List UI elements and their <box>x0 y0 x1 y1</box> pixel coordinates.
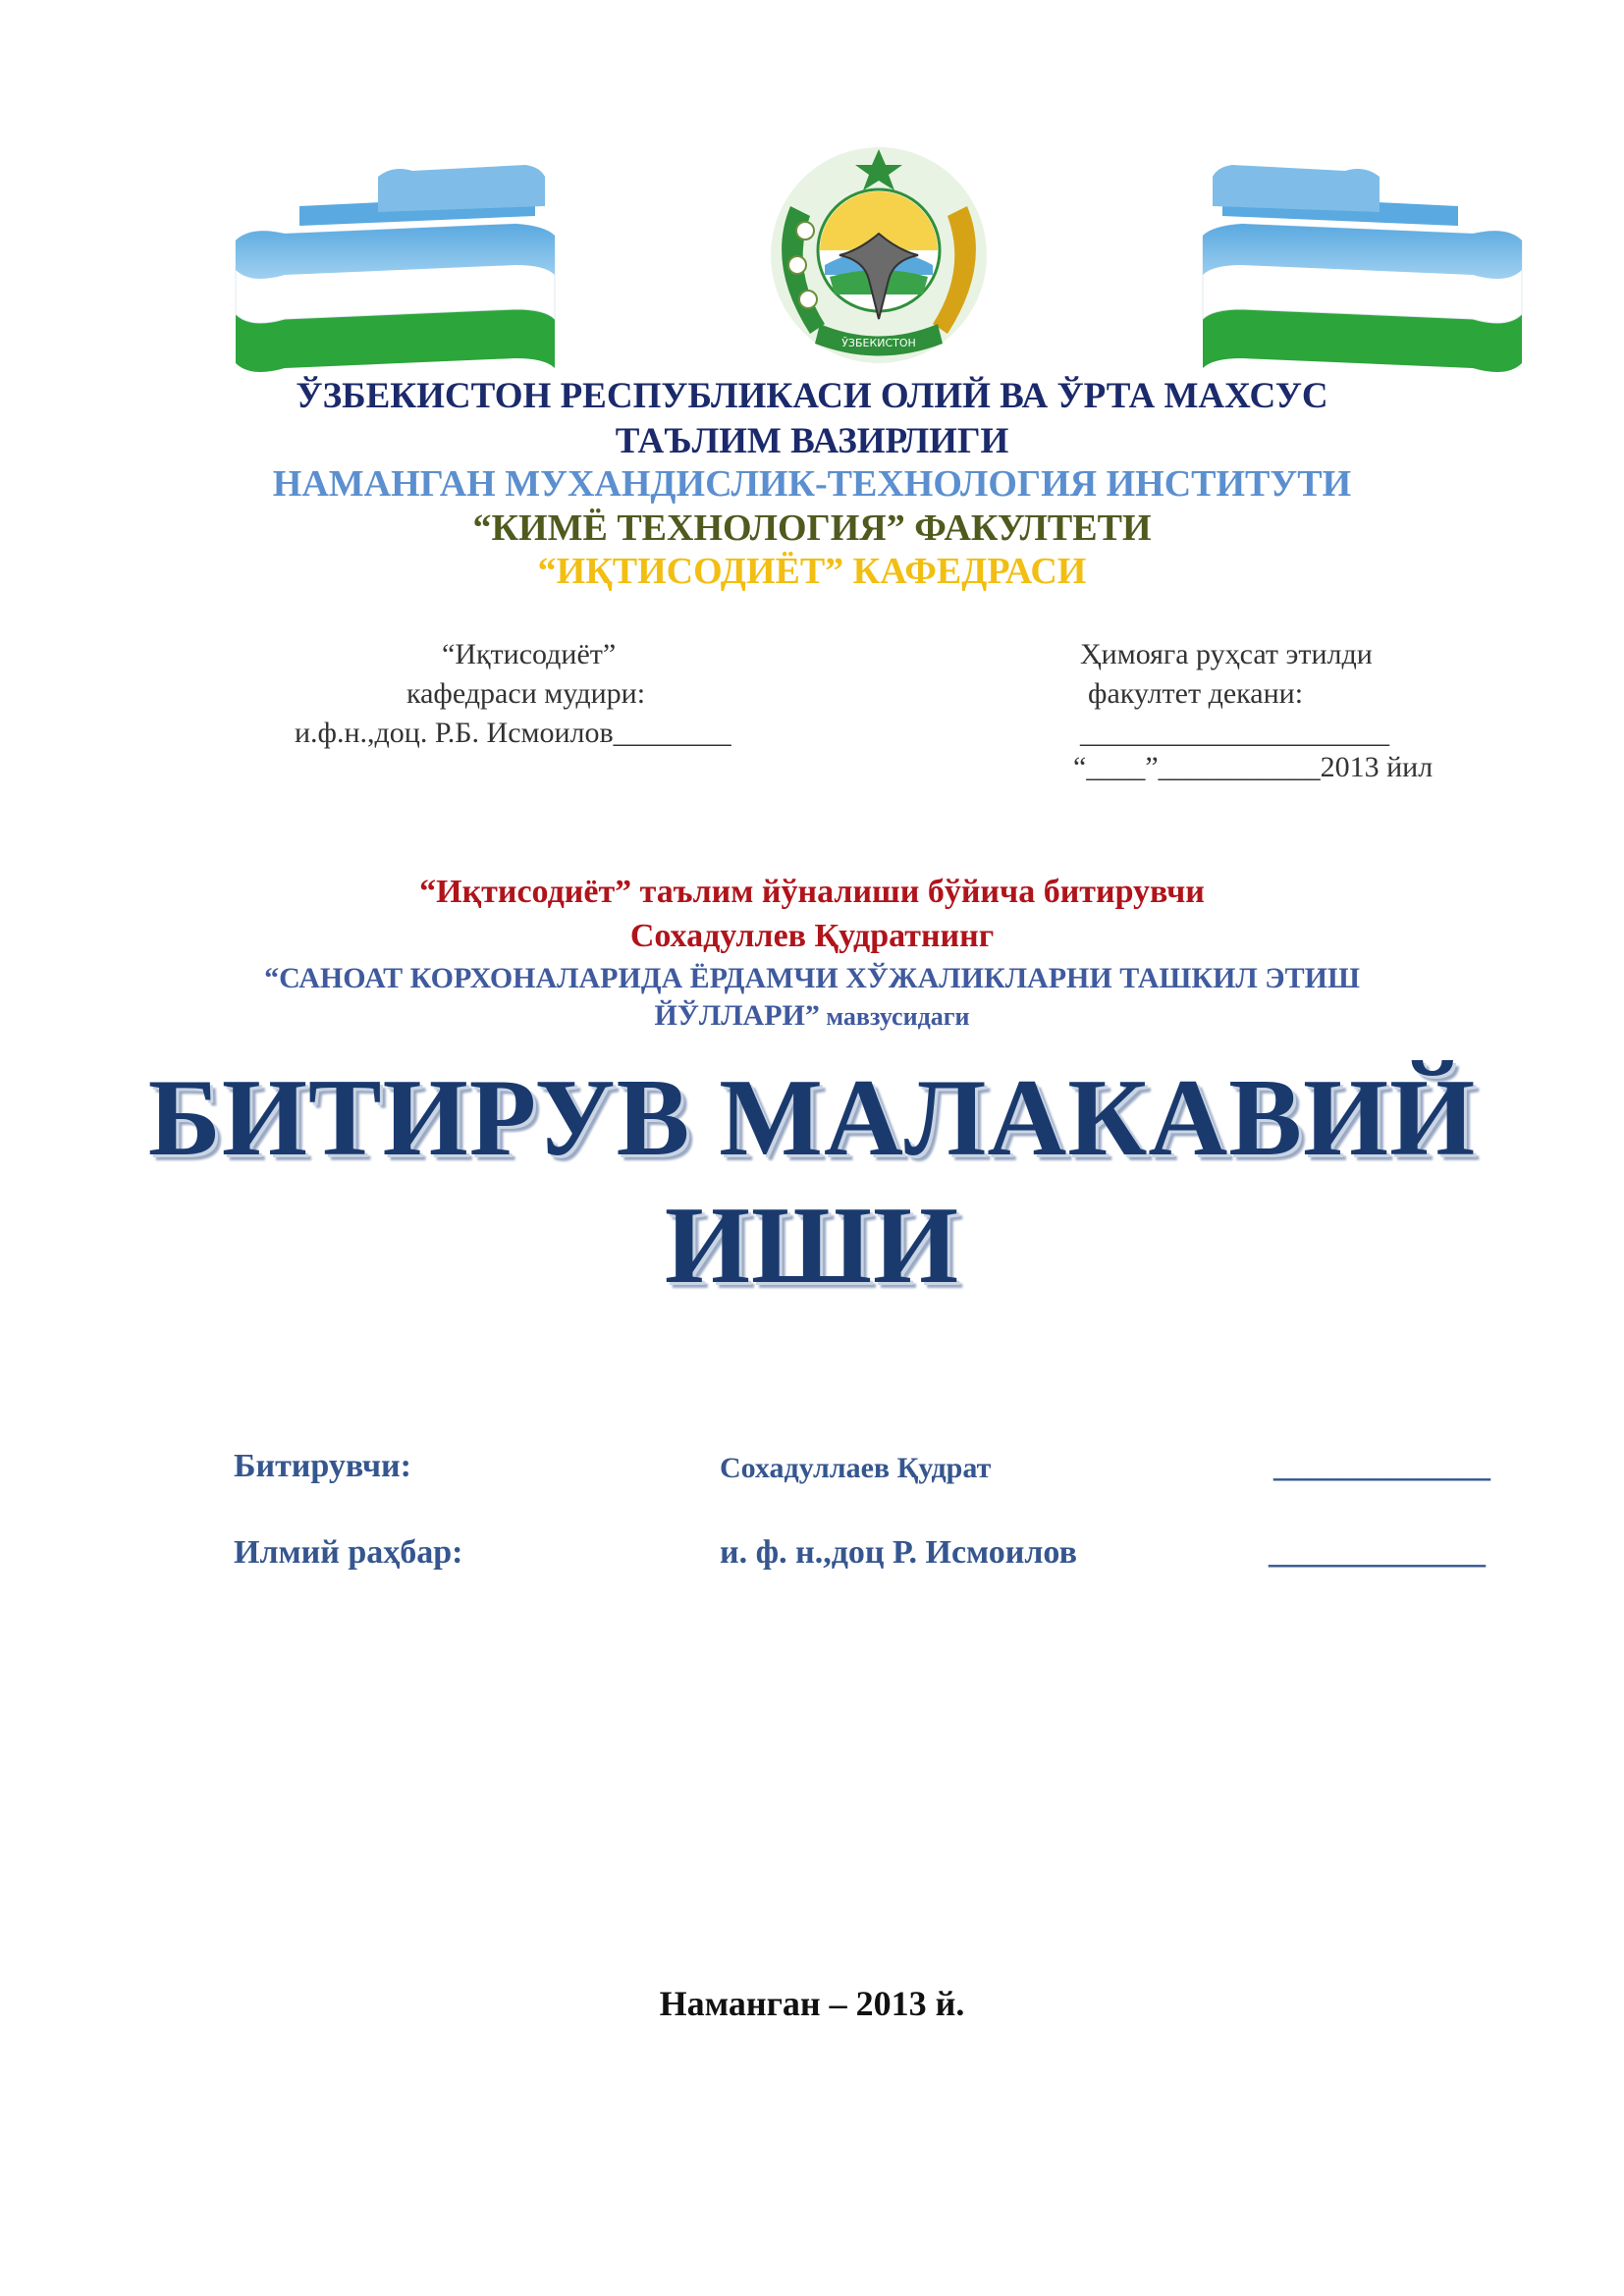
approval-right-line2: факултет декани: <box>1088 677 1304 710</box>
thesis-topic-end: ЙЎЛЛАРИ” <box>654 999 820 1032</box>
signature-line-supervisor: _____________ <box>1269 1534 1486 1571</box>
svg-text:ЎЗБЕКИСТОН: ЎЗБЕКИСТОН <box>841 337 916 349</box>
signature-role-graduate: Битирувчи: <box>234 1448 411 1484</box>
approval-right-line3: _____________________ <box>1080 717 1389 749</box>
department-name: “ИҚТИСОДИЁТ” КАФЕДРАСИ <box>537 551 1087 592</box>
approval-right-line1: Ҳимояга руҳсат этилди <box>1080 638 1373 670</box>
ministry-line-2: ТАЪЛИМ ВАЗИРЛИГИ <box>615 421 1009 461</box>
document-title-line-1: БИТИРУВ МАЛАКАВИЙ <box>147 1057 1477 1179</box>
left-flag-ribbon <box>236 165 555 372</box>
thesis-topic-suffix: мавзусидаги <box>819 1002 970 1031</box>
signature-name-supervisor: и. ф. н.,доц Р. Исмоилов <box>720 1534 1077 1571</box>
institute-name: НАМАНГАН МУХАНДИСЛИК-ТЕХНОЛОГИЯ ИНСТИТУТИ <box>272 463 1352 505</box>
signature-name-graduate: Сохадуллаев Қудрат <box>720 1452 992 1484</box>
city-year: Наманган – 2013 й. <box>659 1984 965 2023</box>
signature-role-supervisor: Илмий раҳбар: <box>234 1534 463 1571</box>
approval-left-line3: и.ф.н.,доц. Р.Б. Исмоилов________ <box>295 717 731 749</box>
thesis-line-4 <box>0 999 1624 1033</box>
document-title-line-2: ИШИ <box>664 1185 960 1307</box>
coat-of-arms-icon <box>771 147 987 363</box>
thesis-line-2: Сохадуллев Қудратнинг <box>629 918 995 954</box>
approval-left-line1: “Иқтисодиёт” <box>442 638 617 670</box>
approval-right-line4: “____”___________2013 йил <box>1073 751 1434 783</box>
signature-line-graduate: _____________ <box>1273 1448 1490 1484</box>
right-flag-ribbon <box>1203 165 1522 372</box>
approval-left-line2: кафедраси мудири: <box>406 677 646 710</box>
thesis-line-3: “САНОАТ КОРХОНАЛАРИДА ЁРДАМЧИ ХЎЖАЛИКЛАРНИ ТАШКИЛ ЭТИШ <box>264 962 1360 994</box>
thesis-line-1: “Иқтисодиёт” таълим йўналиши бўйича битирувчи <box>419 874 1205 910</box>
faculty-name: “КИМЁ ТЕХНОЛОГИЯ” ФАКУЛТЕТИ <box>472 507 1152 549</box>
state-emblem-banner <box>231 147 1527 373</box>
ministry-line-1: ЎЗБЕКИСТОН РЕСПУБЛИКАСИ ОЛИЙ ВА ЎРТА МАХСУС <box>296 376 1328 416</box>
